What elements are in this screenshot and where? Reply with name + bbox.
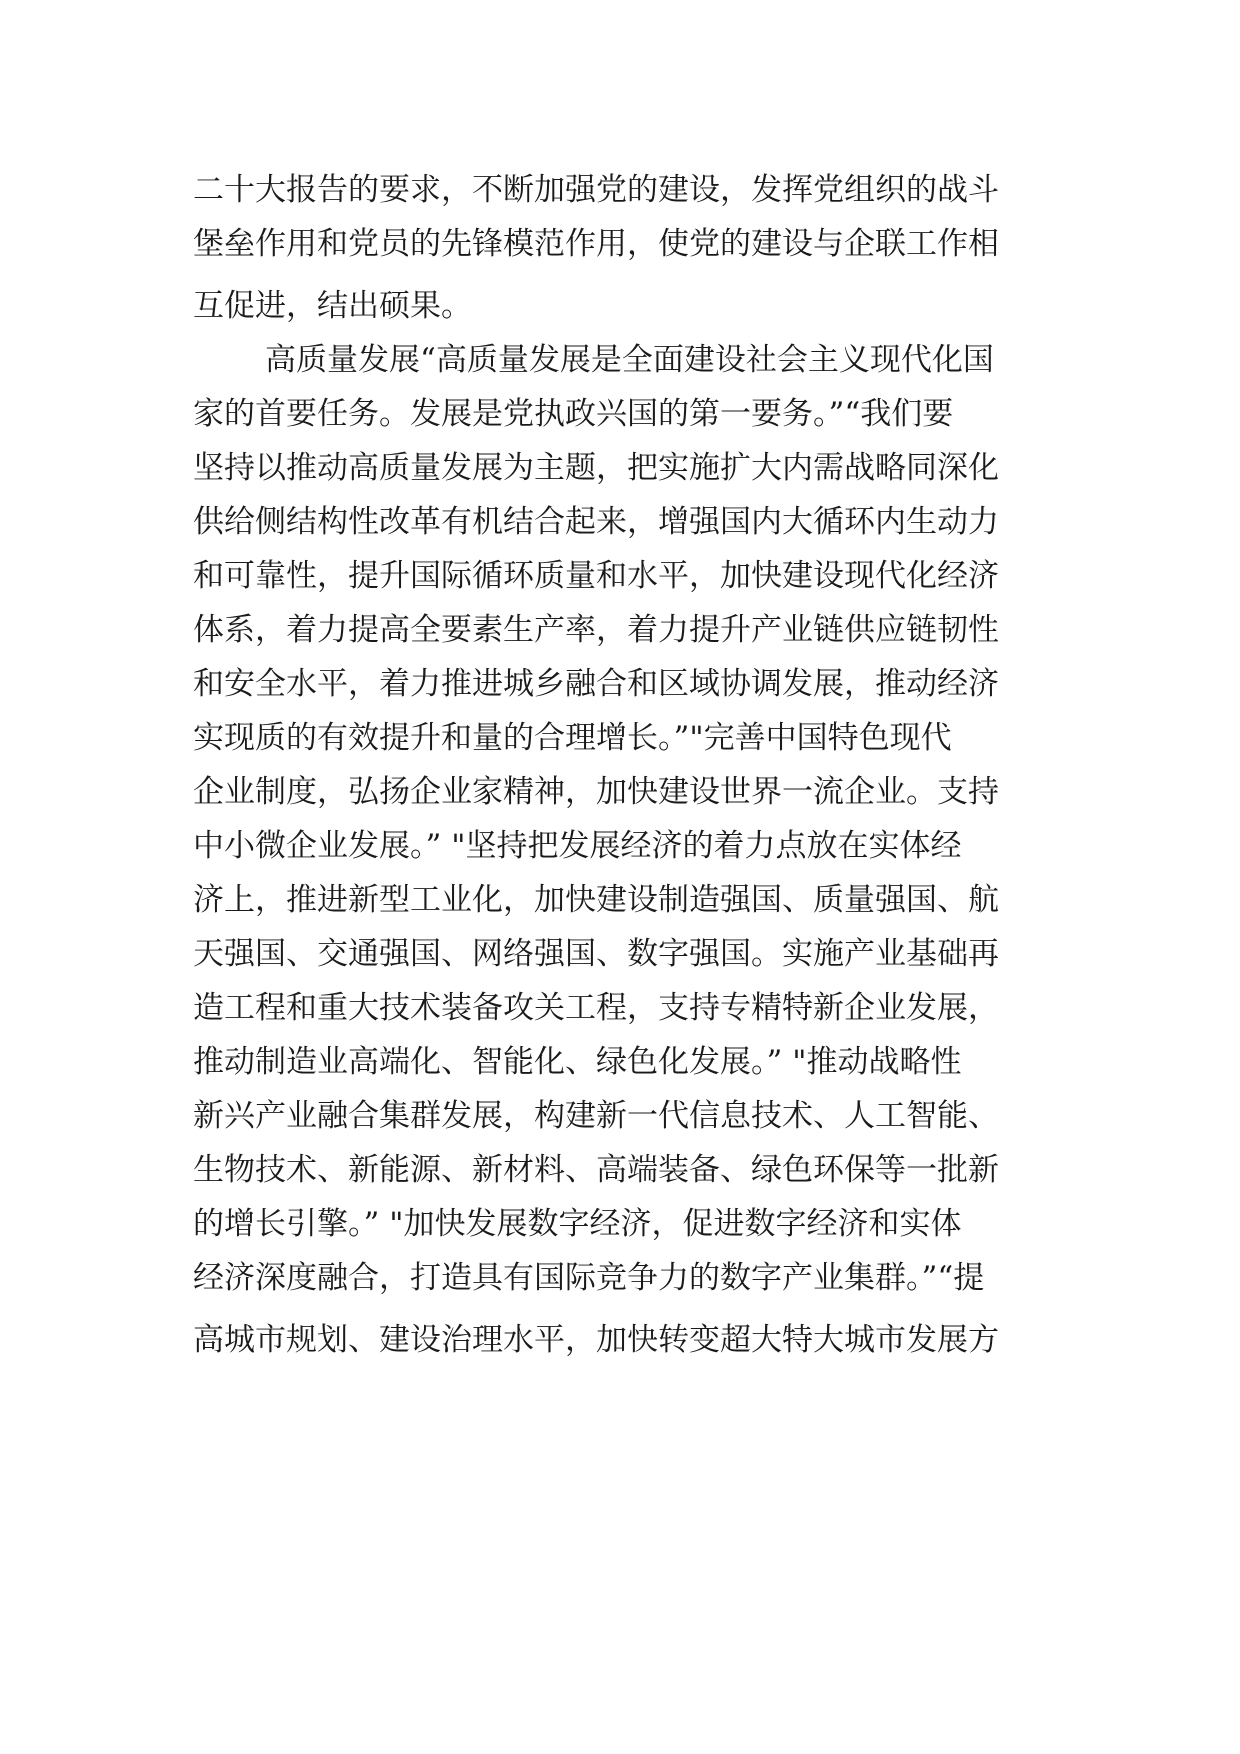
- text-line: 和安全水平，着力推进城乡融合和区域协调发展，推动经济: [193, 666, 999, 702]
- body-text: [193, 163, 1053, 1367]
- text-line: 生物技术、新能源、新材料、高端装备、绿色环保等一批新: [193, 1152, 999, 1188]
- text-line: 的增长引擎。” "加快发展数字经济，促进数字经济和实体: [193, 1206, 962, 1242]
- text-line: 高城市规划、建设治理水平，加快转变超大特大城市发展方: [193, 1322, 999, 1358]
- text-line: 和可靠性，提升国际循环质量和水平，加快建设现代化经济: [193, 558, 999, 594]
- text-line: 新兴产业融合集群发展，构建新一代信息技术、人工智能、: [193, 1098, 999, 1134]
- text-line: 体系，着力提高全要素生产率，着力提升产业链供应链韧性: [193, 612, 999, 648]
- text-line: 造工程和重大技术装备攻关工程，支持专精特新企业发展，: [193, 990, 999, 1026]
- line-gap: [193, 1305, 1053, 1313]
- text-line: 企业制度，弘扬企业家精神，加快建设世界一流企业。支持: [193, 774, 999, 810]
- text-line: 济上，推进新型工业化，加快建设制造强国、质量强国、航: [193, 882, 999, 918]
- text-line: 推动制造业高端化、智能化、绿色化发展。” "推动战略性: [193, 1044, 962, 1080]
- text-line: 家的首要任务。发展是党执政兴国的第一要务。”“我们要: [193, 396, 954, 432]
- text-line: 经济深度融合，打造具有国际竞争力的数字产业集群。”“提: [193, 1260, 985, 1296]
- text-line: 中小微企业发展。” "坚持把发展经济的着力点放在实体经: [193, 828, 962, 864]
- line-gap: [193, 271, 1053, 279]
- text-line: 供给侧结构性改革有机结合起来，增强国内大循环内生动力: [193, 504, 999, 540]
- paragraph-start-line: 高质量发展“高质量发展是全面建设社会主义现代化国: [265, 342, 994, 378]
- text-line: 坚持以推动高质量发展为主题，把实施扩大内需战略同深化: [193, 450, 999, 486]
- text-line: 互促进，结出硕果。: [193, 288, 472, 324]
- text-line: 堡垒作用和党员的先锋模范作用，使党的建设与企联工作相: [193, 226, 999, 262]
- text-line: 二十大报告的要求，不断加强党的建设，发挥党组织的战斗: [193, 172, 999, 208]
- text-line: 天强国、交通强国、网络强国、数字强国。实施产业基础再: [193, 936, 999, 972]
- text-line: 实现质的有效提升和量的合理增长。”"完善中国特色现代: [193, 720, 952, 756]
